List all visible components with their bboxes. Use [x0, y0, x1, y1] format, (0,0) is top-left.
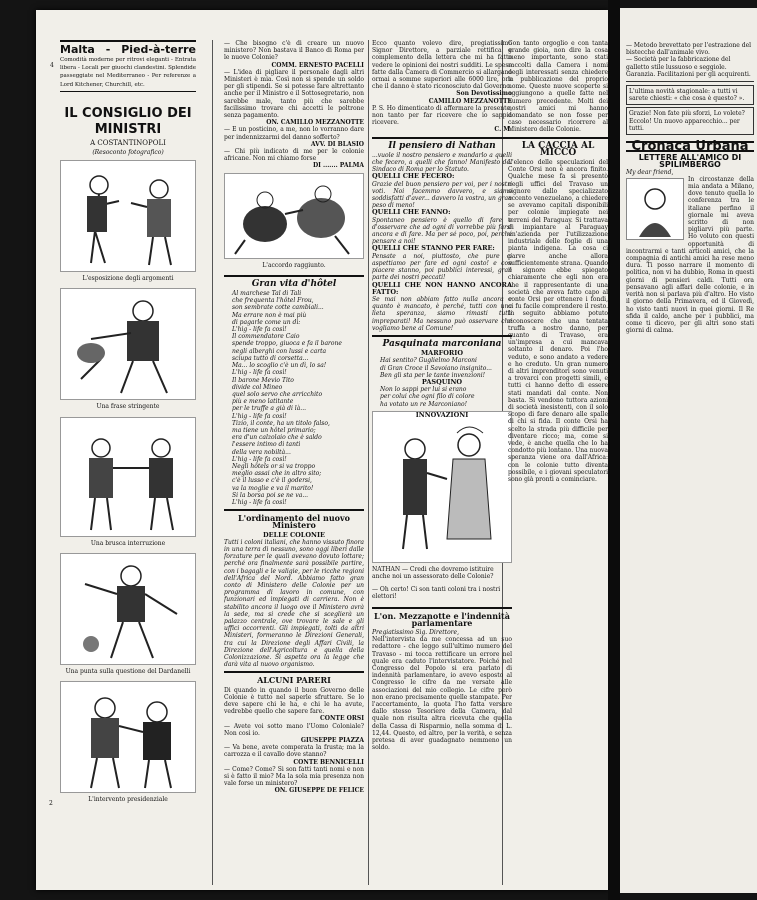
divider [372, 137, 512, 139]
poem-line: ma tiene un hôtel primario; [232, 426, 316, 434]
pasquinata-speaker: PASQUINO [421, 377, 463, 386]
cartoon-caption: Una brusca interruzione [90, 539, 166, 547]
facing-column [626, 42, 754, 334]
nathan-q2: QUELLI CHE FANNO: [372, 208, 451, 217]
nathan-q1-text: Grazie del buon pensiero per voi, per i nostri voti. Noi facemmo davvero, e siamo soddisfatti d'aver... davvero la vostra, un gran peso di meno! [372, 180, 512, 210]
poem-line: Ma errare non è mai più [232, 311, 307, 319]
poem-title: Gran vita d'hôtel [251, 278, 337, 289]
divider [224, 275, 364, 277]
indennita-salutation: Pregiatissimo Sig. Direttore, [372, 628, 460, 636]
signature: GIUSEPPE PIAZZA [300, 737, 364, 745]
cartoon-illustration [61, 682, 195, 792]
portrait-illustration [626, 178, 684, 240]
lettere-salutation: My dear friend, [626, 168, 674, 176]
advert-text: Grazie! Non fate più sforzi, Lo volete? Eccolo! Un nuovo apparecchio... per tutti. [629, 110, 745, 132]
poem-line: per le truffe a già di là... [232, 405, 307, 413]
cronaca-heading: Cronaca Urbana [626, 141, 754, 152]
poem-line: più e meno latitante [232, 398, 294, 406]
divider [224, 671, 364, 673]
column-rule [212, 40, 213, 885]
margin-mark: 2 [49, 800, 53, 807]
paragraph: — E un posticino, a me, non lo vorranno dare per indennizzarmi del danno sofferto? [224, 126, 364, 141]
lettere-heading: LETTERE ALL'AMICO DI SPILIMBERGO [638, 153, 742, 170]
paragraph: — Chi più indicato di me per le colonie africane. Non mi chiamo forse [224, 148, 364, 163]
cartoon-panel-4 [60, 553, 196, 665]
divider [224, 509, 364, 511]
poem-line: l'essere intimo di tanti [232, 441, 301, 449]
poem-line: Negli hôtels or si va troppo [232, 462, 316, 470]
pasquinata-title: Pasquinata marconiana [382, 338, 502, 349]
nathan-q4-text: Se mai non abbiam fatto nulla ancora e quanto è mancato, è perché, tutti con una lieta speranza, siamo rimasti tutti impreparati! Ma nessuno può osservare che vogliamo bene al Comune! [372, 295, 512, 332]
signature: CAMILLO MEZZANOTTE [428, 97, 512, 105]
article-subtitle: DELLE COLONIE [263, 530, 325, 539]
cartoon-illustration [61, 161, 195, 271]
advert-box [626, 85, 754, 105]
cartoon-panel-1 [60, 160, 196, 272]
column-4 [508, 40, 608, 483]
poem-line: era d'un calzolaio che è saldo [232, 434, 322, 442]
advert-text: L'ultima novità stagionale: a tutti vi sarete chiesti: « che cosa è questo? ». [629, 88, 745, 103]
signature: C. M. [494, 126, 512, 134]
cartoon-panel-2 [60, 288, 196, 400]
paragraph: — Società per la fabbricazione del galletto stile lussuoso e seggiole. Garanzia. Facilitazioni per gli acquirenti. [626, 56, 751, 78]
verse-line: per colui che ogni filo di colore [380, 393, 475, 401]
nathan-intro: ...vuole il nostro pensiero e mandarlo a quelli che fecero, a quelli che fanno! Manifesto del Sindaco di Roma per lo Statuto. [372, 151, 512, 174]
nathan-title: Il pensiero di Nathan [388, 140, 496, 151]
article-note: (Resoconto fotografico) [92, 149, 164, 157]
malta-ad-title: Malta - Pied-à-terre [60, 43, 196, 56]
cartoon-title: INNOVAZIONI [415, 410, 469, 419]
article-title: L'ordinamento del nuovo Ministero [238, 513, 350, 531]
cartoon-illustration [225, 174, 363, 258]
divider [508, 137, 608, 139]
verse-line: ha votato un re Marconiano! [380, 400, 468, 408]
poem-line: Si la borsa poi se ne va... [232, 491, 309, 499]
divider [372, 335, 512, 337]
cartoon-illustration [61, 554, 195, 664]
poem-line: meglio assai che in altro sito; [232, 470, 322, 478]
lettere-body: In circostanze della mia andata a Milano, dove tenuto quella lo conferenza tra le italiane perfino il giornale mi aveva scritto di non pigliarvi più parte. Ho voluto con questi opportunità di incontrarmi e tanti articoli amici, che la compagnia di antichi amici ha rese meno dura. Ti posso narrare il momento di politica, non vi ha dubbio, Roma in questi giorni di pensieri caldi. Tutti ora pensavano agli affari delle colonie, e in verità non si parlava più d'altro. Ho visto il giorno della Primavera, ed il Giovedì, ho visto tanti nuovi in quei giorni. Il Re sfida il caldo, anche per i pubblici, ma come ti dicevo, per gli altri sono stati giorni di calma. [626, 175, 754, 335]
signature: COMM. ERNESTO PACELLI [271, 61, 364, 69]
cartoon-accordo [224, 173, 364, 259]
signature: CONTE BENNICELLI [293, 758, 364, 766]
page-number: 4 [50, 62, 54, 69]
pasquinata-verse [372, 357, 512, 379]
page-gutter [608, 0, 620, 900]
poem-line: divide col Mineo [232, 383, 283, 391]
cartoon-caption: Una punta sulla questione del Dardanelli [65, 667, 191, 675]
poem-line: Tizio, il conte, ha un titolo falso, [232, 419, 330, 427]
cartoon-caption: Una frase stringente [96, 403, 160, 411]
paragraph: — Avete voi sotto mano l'Uomo Coloniale? Non così io. [224, 722, 364, 737]
signature: DI ....... PALMA [312, 162, 364, 170]
cartoon-illustration [373, 419, 511, 557]
poem-line: della vera nobiltà... [232, 448, 291, 456]
cartoon-panel-5 [60, 681, 196, 793]
column-2 [224, 40, 364, 795]
poem-line: L'hig - life fa così! [232, 369, 287, 377]
poem [224, 290, 364, 506]
article-headline: IL CONSIGLIO DEI MINISTRI [64, 105, 192, 137]
nathan-q3: QUELLI CHE STANNO PER FARE: [372, 244, 495, 253]
pasquinata-speaker: MARFORIO [420, 349, 464, 358]
article-place: A COSTANTINOPOLI [90, 138, 166, 147]
closing: Son Devotissimo [456, 90, 512, 98]
poem-line: L'hig - life fa così! [232, 455, 287, 463]
cartoon-illustration [61, 289, 195, 399]
poem-line: L'hig - life fa così! [232, 498, 287, 506]
article-body: Tutti i coloni italiani, che hanno vissuto finora in una terra di nessuno, sono oggi liberi dalle forzature per le quali avevano dovuto lottare; perché ora finalmente sarà possibile partire, con i bagagli e le valigie, per le ricche regioni dell'Africa del Nord. Abbiamo fatto gran conto di Ministero delle Colonie per un programma di lavoro in comune, con funzionari ed impiegati di carriera. Non è stabilito ancora il luogo ove il Ministero avrà la sede, ma si crede che si sceglierà un palazzo centrale, ove trovare le sale e gli uffici occorrenti. Gli impiegati, tolti da altri Ministeri, formeranno le Direzioni Generali, tra cui la Direzione degli Affari Civili, la Direzione dell'Agricoltura e quella della Colonizzazione. Si aspetta ora la legge che darà vita al nuovo organismo. [224, 538, 364, 669]
nathan-q2-text: Spontaneo pensiero è quello di fare e d'osservare che ad ogni di vorrebbe più farsi ancora e di fare. Ma per sé poco, poi, perché pensare a noi! [372, 216, 512, 246]
signature: ON. GIUSEPPE DE FELICE [274, 787, 364, 795]
cartoon-panel-3 [60, 417, 196, 537]
postscript: P. S. Ho dimenticato di affermare la presente, non tanto per far ricevere che io sappia ricevere. [372, 104, 512, 127]
poem-line: va la moglie e va il marito! [232, 484, 314, 492]
verse-line: Hai sentito? Guglielmo Marconi [380, 357, 477, 365]
facing-page [620, 8, 757, 893]
malta-ad [60, 40, 196, 92]
poem-line: c'è il lusso e c'è il godersi, [232, 477, 312, 485]
cartoon-illustration [61, 418, 195, 536]
poem-line: son sembrate cotte cambiali... [232, 304, 324, 312]
nathan-q1: QUELLI CHE FECERO: [372, 172, 455, 181]
paragraph: — Che bisogno c'è di creare un nuovo ministero? Non bastava il Banco di Roma per le nuove Colonie? [224, 40, 364, 62]
paragraph: Con tanto orgoglio e con tanta grande gioia, non dire la cosa meno importante, sono stati raccolti dalla Camera i nomi degli interessati senza chiedere la pubblicazione del proprio nome. Queste nuove scoperte si aggiungono a quelle fatte nel numero precedente. Molti dei nostri amici mi hanno domandato se non fosse per caso necessario ricorrere al Ministero delle Colonie. [508, 40, 608, 134]
poem-line: L'hig - life fa così! [232, 326, 287, 334]
poem-line: Ma... lo scoglio c'è un dì, lo sa! [232, 362, 327, 370]
cartoon-caption: — Oh certo! Ci son tanti coloni tra i nostri elettori! [372, 586, 501, 601]
paragraph: — Va bene, avete comperata la frusta; ma la carrozza e il cavallo dove stanno? [224, 744, 364, 759]
column-1 [60, 40, 196, 809]
poem-line: Il commendatore Caio [232, 333, 300, 341]
divider [626, 81, 754, 82]
caccia-body: L'elenco delle speculazioni del Conte Orsi non è ancora finito. Qualche mese fa si presentò negli uffici del Travaso un signore dallo specializzato accento venezuelano, a chiedere se avevamo capitali disponibili per colonie impiegate nei terreni del Paraguay. Si trattava di impiantare al Paraguay un'azienda per l'utilizzazione industriale delle foglie di una pianta indigena. La cosa ci parve anche allora sufficientemente strana. Quando il signore ebbe spiegato chiaramente che egli non era che il rappresentante di una società che aveva fatto capo al conte Orsi per ottenere i fondi, ci fu facile comprendere il resto. In seguito abbiamo potuto riconoscere che una tentata truffa a nostro danno, per quanto di Travaso, era un'impresa a cui mancava soltanto il denaro. Poi l'ho veduto, e sono andato a vedere e ho creduto. Un gran numero di altri imprenditori sono venuti a trovarci con progetti simili, e tutti ci hanno detto di essere stati mandati dal conte. Non basta. Si vendono tuttora azioni di società inesistenti, con il solo scopo di fare denaro alle spalle di chi si fida. Il conte Orsi ha scelto la strada più difficile per diventare ricco; ma, come si vede, è anche quella che lo ha condotto più lontano. Una nuova speranza viene ora dall'Africa: con le colonie tutto diventa possibile, e i giovani speculatori sono già pronti a cominciare. [508, 159, 608, 483]
cartoon-innovazioni [372, 411, 512, 563]
malta-ad-text: Comodità moderne per ritrovi eleganti - Entrata libera - Locali per giuochi clandestini. Splendide passeggiate nel Mediterraneo - Per referenze a Lord Kitchener, Churchill, etc. [60, 57, 196, 88]
verse-line: Ben gli sta per le tante invenzioni! [380, 371, 486, 379]
portrait-icon [627, 179, 683, 239]
poem-line: spende troppo, giuoca e fa il barone [232, 340, 342, 348]
paragraph: — Metodo brevettato per l'estrazione del bistecche dall'animale vivo. [626, 42, 752, 57]
indennita-title: L'on. Mezzanotte e l'indennità parlamentare [374, 610, 510, 628]
nathan-q4: QUELLI CHE NON HANNO ANCORA FATTO: [372, 280, 512, 296]
cartoon-caption: L'esposizione degli argomenti [82, 275, 174, 283]
poem-line: di pagarle come un dì: [232, 318, 301, 326]
verse-line: Non lo sappi per lui si erano [380, 386, 467, 394]
newspaper-page [36, 10, 608, 890]
verse-line: di Gran Croce il Savoiano insignito... [380, 364, 492, 372]
poem-line: Al marchese Tal di Tali [232, 290, 302, 298]
indennita-body: Nell'intervista da me concessa ad un suo redattore - che leggo sull'ultimo numero del Travaso - mi tocca rettificare un errore nel quale era caduto l'intervistatore. Poiché nel Congresso del Popolo si era parlato di indennità parlamentare, io avevo esposto al Congresso le cifre da me versate alle associazioni del mio collegio. Le cifre però non erano precisamente quelle stampate. Per l'accertamento, la quota l'ho fatta versare dallo stesso Tesoriere della Camera, dal quale non risulta altra ricevuta che quella della Cassa di Risparmio, nella somma di L. 12,44. Questo, ed altro, per la verità, e senza pretesa di aver guadagnato nemmeno un soldo. [372, 636, 512, 752]
signature: AVV. DI BLASIO [310, 140, 364, 148]
poem-line: sciupa tutto di corsetta... [232, 354, 309, 362]
signature: ON. CAMILLO MEZZANOTTE [266, 119, 364, 127]
paragraph: — L'idea di pigliare il personale dagli altri Ministeri è mia. Così non si spende un soldo per gli stipendi. Se si potesse fare altrettanto anche per il Ministro e il Sottosegretario, non sarebbe male, tanto più che sarebbe facilissimo trovare chi accetti le poltrone senza pagamento. [224, 68, 364, 120]
advert-box [626, 107, 754, 135]
caccia-title: LA CACCIA AL MICCO [521, 140, 595, 158]
poem-line: che frequenta l'hôtel Frou, [232, 297, 314, 305]
signature: CONTE ORSI [320, 715, 364, 723]
cartoon-caption: L'accordo raggiunto. [262, 261, 326, 269]
poem-line: quel solo servo che arricchito [232, 390, 323, 398]
nathan-q3-text: Pensate a noi, piuttosto, che pure ci aspettiamo per fare ed ogni costo! e con piacere stanno, poi pubblici interessi, gran parte dei nostri peccati! [372, 252, 512, 282]
poem-line: negli alberghi con lussi e carta [232, 347, 327, 355]
cartoon-caption: L'intervento presidenziale [88, 796, 168, 804]
paragraph: Ecco quanto volevo dire, pregiatissimo Signor Direttore, a parziale rettifica e complemento della lettera che mi ha fatto vedere le opinioni dei nostri sudditi. Le spese fatte dalla Camera di Commercio si allargano ormai a somme superiori alle 6000 lire, ora che il danno è stato riconosciuto dal Governo. [372, 40, 512, 91]
divider [372, 607, 512, 609]
paragraph: — Come? Come? Si son fatti tanti nomi e non si è fatto il mio? Ma la sola mia presenza non vale forse un ministero? [224, 765, 364, 788]
poem-line: Il barone Mevio Tito [232, 376, 294, 384]
pareri-title: ALCUNI PARERI [257, 675, 331, 686]
paragraph: Di quando in quando il buon Governo delle Colonie è tutto nel saperle sfruttare. Se lo deve sapere chi le ha, e chi le ha avute, vedrebbe quello che sapere fare. [224, 686, 364, 716]
cartoon-caption: NATHAN — Credi che dovremo istituire anche noi un assessorato delle Colonie? [372, 565, 494, 580]
pasquinata-verse [372, 386, 512, 408]
poem-line: L'hig - life fa così! [232, 412, 287, 420]
column-3 [372, 40, 512, 751]
column-rule [368, 40, 369, 885]
